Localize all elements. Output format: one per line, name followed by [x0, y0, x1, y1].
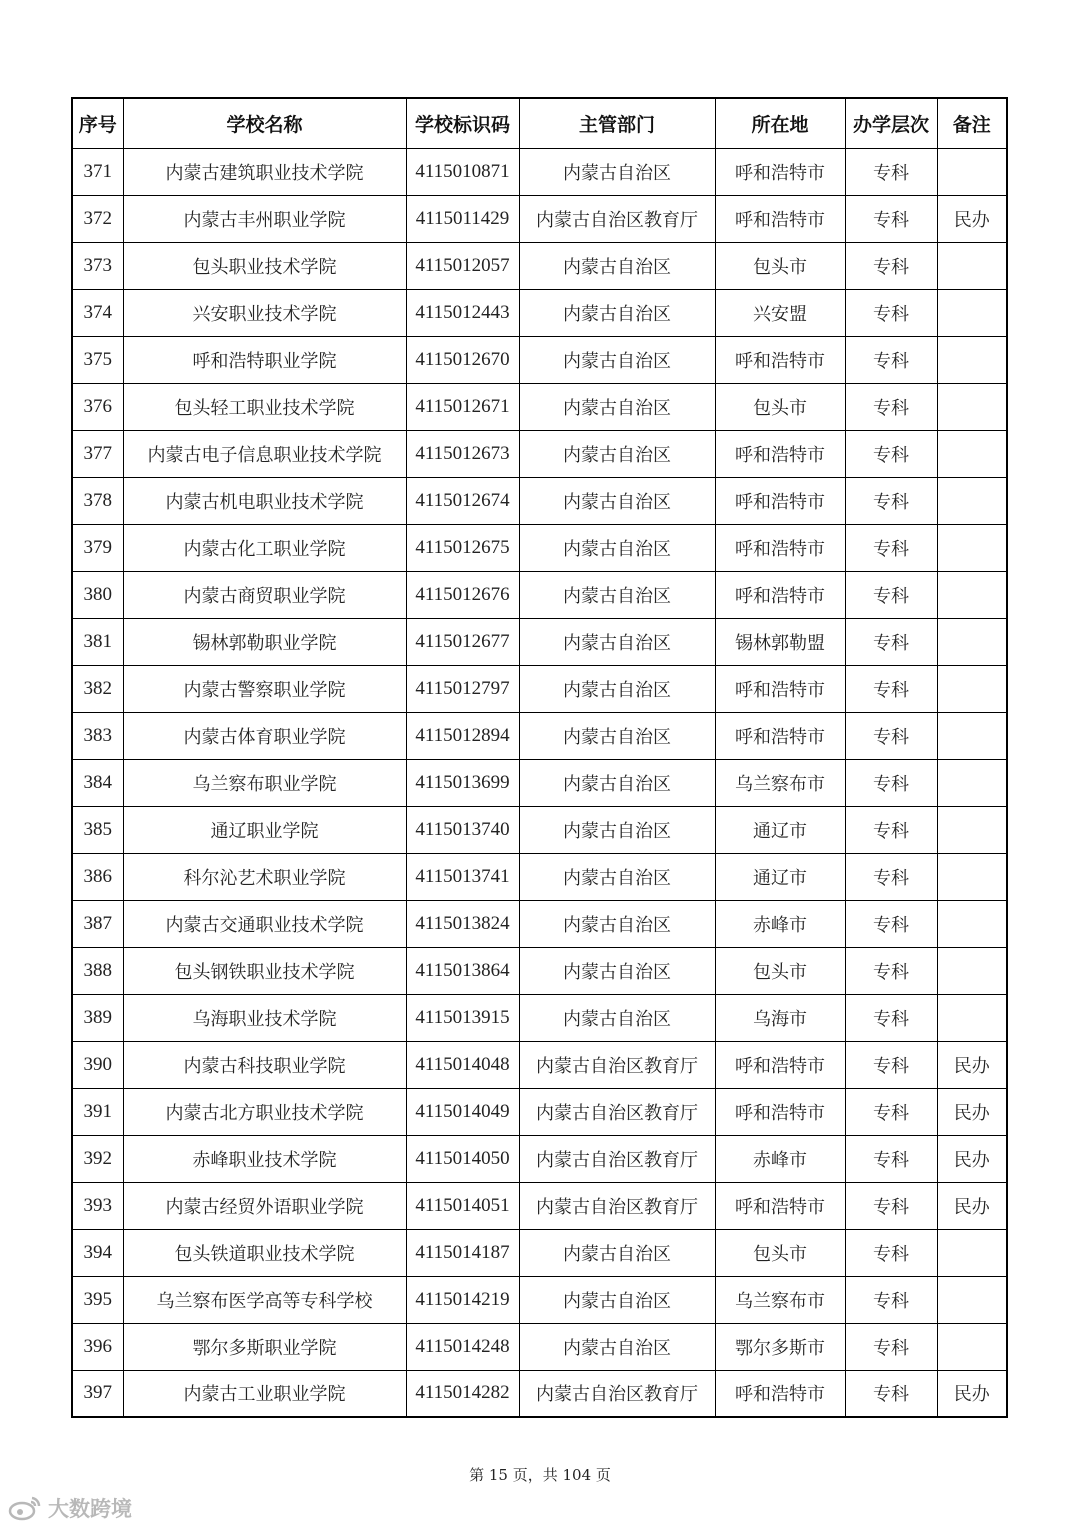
department-cell: 内蒙古自治区: [519, 947, 715, 994]
serial-number-cell: 381: [72, 618, 123, 665]
school-code-cell: 4115012670: [406, 336, 519, 383]
education-level-cell: 专科: [845, 336, 937, 383]
serial-number-cell: 397: [72, 1370, 123, 1417]
location-cell: 呼和浩特市: [715, 1370, 845, 1417]
education-level-cell: 专科: [845, 1088, 937, 1135]
education-level-cell: 专科: [845, 477, 937, 524]
school-name-cell: 内蒙古工业职业学院: [123, 1370, 406, 1417]
table-row: [72, 148, 1007, 195]
remark-cell: [937, 618, 1007, 665]
department-cell: 内蒙古自治区: [519, 148, 715, 195]
education-level-cell: 专科: [845, 853, 937, 900]
table-row: [72, 195, 1007, 242]
school-code-cell: 4115013741: [406, 853, 519, 900]
table-row: [72, 1323, 1007, 1370]
serial-number-cell: 392: [72, 1135, 123, 1182]
remark-cell: [937, 1229, 1007, 1276]
location-cell: 呼和浩特市: [715, 1182, 845, 1229]
education-level-cell: 专科: [845, 195, 937, 242]
education-level-cell: 专科: [845, 618, 937, 665]
location-cell: 鄂尔多斯市: [715, 1323, 845, 1370]
location-cell: 呼和浩特市: [715, 148, 845, 195]
school-name-cell: 乌海职业技术学院: [123, 994, 406, 1041]
school-name-cell: 包头铁道职业技术学院: [123, 1229, 406, 1276]
school-code-cell: 4115013915: [406, 994, 519, 1041]
school-code-cell: 4115010871: [406, 148, 519, 195]
serial-number-cell: 379: [72, 524, 123, 571]
table-row: [72, 383, 1007, 430]
education-level-cell: 专科: [845, 1135, 937, 1182]
department-cell: 内蒙古自治区: [519, 524, 715, 571]
school-code-cell: 4115014048: [406, 1041, 519, 1088]
school-name-cell: 内蒙古丰州职业学院: [123, 195, 406, 242]
location-cell: 呼和浩特市: [715, 1041, 845, 1088]
remark-cell: [937, 712, 1007, 759]
department-cell: 内蒙古自治区: [519, 477, 715, 524]
school-code-cell: 4115012894: [406, 712, 519, 759]
location-cell: 通辽市: [715, 853, 845, 900]
school-code-cell: 4115013699: [406, 759, 519, 806]
remark-cell: [937, 853, 1007, 900]
school-name-cell: 包头轻工职业技术学院: [123, 383, 406, 430]
serial-number-cell: 396: [72, 1323, 123, 1370]
remark-cell: 民办: [937, 195, 1007, 242]
table-row: [72, 242, 1007, 289]
department-cell: 内蒙古自治区教育厅: [519, 1182, 715, 1229]
school-name-cell: 科尔沁艺术职业学院: [123, 853, 406, 900]
department-cell: 内蒙古自治区: [519, 712, 715, 759]
school-code-cell: 4115012675: [406, 524, 519, 571]
department-cell: 内蒙古自治区: [519, 806, 715, 853]
school-list-table: [71, 97, 1008, 1418]
serial-number-cell: 393: [72, 1182, 123, 1229]
department-cell: 内蒙古自治区教育厅: [519, 1088, 715, 1135]
school-name-cell: 呼和浩特职业学院: [123, 336, 406, 383]
school-code-cell: 4115012057: [406, 242, 519, 289]
remark-cell: [937, 430, 1007, 477]
serial-number-cell: 373: [72, 242, 123, 289]
school-code-cell: 4115012671: [406, 383, 519, 430]
location-cell: 呼和浩特市: [715, 571, 845, 618]
serial-number-cell: 371: [72, 148, 123, 195]
serial-number-cell: 388: [72, 947, 123, 994]
location-cell: 包头市: [715, 1229, 845, 1276]
table-row: [72, 947, 1007, 994]
table-row: [72, 524, 1007, 571]
education-level-cell: 专科: [845, 1182, 937, 1229]
department-cell: 内蒙古自治区: [519, 289, 715, 336]
location-cell: 呼和浩特市: [715, 524, 845, 571]
department-cell: 内蒙古自治区: [519, 618, 715, 665]
serial-number-cell: 389: [72, 994, 123, 1041]
serial-number-cell: 395: [72, 1276, 123, 1323]
school-name-cell: 鄂尔多斯职业学院: [123, 1323, 406, 1370]
watermark-text: 大数跨境: [48, 1497, 132, 1521]
school-code-cell: 4115013864: [406, 947, 519, 994]
location-cell: 呼和浩特市: [715, 477, 845, 524]
education-level-cell: 专科: [845, 665, 937, 712]
table-header-row: [72, 98, 1007, 148]
location-cell: 包头市: [715, 383, 845, 430]
serial-number-cell: 375: [72, 336, 123, 383]
education-level-cell: 专科: [845, 947, 937, 994]
serial-number-cell: 387: [72, 900, 123, 947]
serial-number-cell: 394: [72, 1229, 123, 1276]
school-name-cell: 包头钢铁职业技术学院: [123, 947, 406, 994]
school-name-cell: 内蒙古体育职业学院: [123, 712, 406, 759]
serial-number-cell: 380: [72, 571, 123, 618]
table-row: [72, 994, 1007, 1041]
school-name-cell: 兴安职业技术学院: [123, 289, 406, 336]
table-row: [72, 1182, 1007, 1229]
location-cell: 呼和浩特市: [715, 1088, 845, 1135]
school-code-cell: 4115014051: [406, 1182, 519, 1229]
education-level-cell: 专科: [845, 900, 937, 947]
remark-cell: [937, 477, 1007, 524]
location-cell: 呼和浩特市: [715, 336, 845, 383]
department-cell: 内蒙古自治区: [519, 1276, 715, 1323]
education-level-cell: 专科: [845, 148, 937, 195]
remark-cell: 民办: [937, 1370, 1007, 1417]
department-cell: 内蒙古自治区: [519, 665, 715, 712]
page-number-footer: 第 15 页，共 104 页: [469, 1466, 611, 1484]
location-cell: 乌兰察布市: [715, 759, 845, 806]
header-serial-number: 序号: [72, 98, 123, 148]
remark-cell: [937, 994, 1007, 1041]
table-row: [72, 430, 1007, 477]
table-row: [72, 618, 1007, 665]
department-cell: 内蒙古自治区教育厅: [519, 195, 715, 242]
education-level-cell: 专科: [845, 759, 937, 806]
table-row: [72, 289, 1007, 336]
header-department: 主管部门: [519, 98, 715, 148]
table-row: [72, 806, 1007, 853]
department-cell: 内蒙古自治区: [519, 430, 715, 477]
remark-cell: [937, 759, 1007, 806]
table-row: [72, 1276, 1007, 1323]
remark-cell: 民办: [937, 1182, 1007, 1229]
serial-number-cell: 391: [72, 1088, 123, 1135]
remark-cell: 民办: [937, 1041, 1007, 1088]
school-code-cell: 4115013824: [406, 900, 519, 947]
school-code-cell: 4115014187: [406, 1229, 519, 1276]
school-name-cell: 内蒙古经贸外语职业学院: [123, 1182, 406, 1229]
serial-number-cell: 386: [72, 853, 123, 900]
remark-cell: [937, 571, 1007, 618]
location-cell: 呼和浩特市: [715, 430, 845, 477]
serial-number-cell: 374: [72, 289, 123, 336]
department-cell: 内蒙古自治区: [519, 336, 715, 383]
school-name-cell: 乌兰察布医学高等专科学校: [123, 1276, 406, 1323]
table-row: [72, 571, 1007, 618]
table-row: [72, 1370, 1007, 1417]
location-cell: 呼和浩特市: [715, 712, 845, 759]
table-row: [72, 1088, 1007, 1135]
remark-cell: [937, 524, 1007, 571]
table-row: [72, 1229, 1007, 1276]
education-level-cell: 专科: [845, 242, 937, 289]
school-code-cell: 4115014248: [406, 1323, 519, 1370]
department-cell: 内蒙古自治区: [519, 900, 715, 947]
department-cell: 内蒙古自治区教育厅: [519, 1370, 715, 1417]
school-code-cell: 4115014049: [406, 1088, 519, 1135]
school-name-cell: 内蒙古科技职业学院: [123, 1041, 406, 1088]
school-name-cell: 内蒙古电子信息职业技术学院: [123, 430, 406, 477]
remark-cell: [937, 242, 1007, 289]
serial-number-cell: 372: [72, 195, 123, 242]
watermark: [8, 1493, 132, 1523]
location-cell: 呼和浩特市: [715, 195, 845, 242]
school-name-cell: 包头职业技术学院: [123, 242, 406, 289]
education-level-cell: 专科: [845, 1323, 937, 1370]
school-name-cell: 乌兰察布职业学院: [123, 759, 406, 806]
table-row: [72, 665, 1007, 712]
remark-cell: [937, 665, 1007, 712]
table-row: [72, 477, 1007, 524]
school-code-cell: 4115014282: [406, 1370, 519, 1417]
education-level-cell: 专科: [845, 994, 937, 1041]
school-name-cell: 内蒙古化工职业学院: [123, 524, 406, 571]
remark-cell: [937, 806, 1007, 853]
serial-number-cell: 390: [72, 1041, 123, 1088]
table-row: [72, 1135, 1007, 1182]
remark-cell: [937, 289, 1007, 336]
school-code-cell: 4115014219: [406, 1276, 519, 1323]
serial-number-cell: 382: [72, 665, 123, 712]
location-cell: 通辽市: [715, 806, 845, 853]
department-cell: 内蒙古自治区: [519, 1323, 715, 1370]
serial-number-cell: 377: [72, 430, 123, 477]
department-cell: 内蒙古自治区教育厅: [519, 1135, 715, 1182]
header-location: 所在地: [715, 98, 845, 148]
serial-number-cell: 384: [72, 759, 123, 806]
education-level-cell: 专科: [845, 430, 937, 477]
education-level-cell: 专科: [845, 806, 937, 853]
education-level-cell: 专科: [845, 1229, 937, 1276]
school-name-cell: 内蒙古交通职业技术学院: [123, 900, 406, 947]
serial-number-cell: 383: [72, 712, 123, 759]
school-code-cell: 4115014050: [406, 1135, 519, 1182]
header-education-level: 办学层次: [845, 98, 937, 148]
education-level-cell: 专科: [845, 1276, 937, 1323]
remark-cell: 民办: [937, 1088, 1007, 1135]
department-cell: 内蒙古自治区: [519, 1229, 715, 1276]
remark-cell: [937, 148, 1007, 195]
school-code-cell: 4115013740: [406, 806, 519, 853]
school-name-cell: 内蒙古警察职业学院: [123, 665, 406, 712]
remark-cell: [937, 900, 1007, 947]
school-code-cell: 4115012797: [406, 665, 519, 712]
location-cell: 包头市: [715, 242, 845, 289]
table-row: [72, 336, 1007, 383]
education-level-cell: 专科: [845, 289, 937, 336]
remark-cell: 民办: [937, 1135, 1007, 1182]
department-cell: 内蒙古自治区: [519, 759, 715, 806]
location-cell: 包头市: [715, 947, 845, 994]
school-code-cell: 4115012674: [406, 477, 519, 524]
department-cell: 内蒙古自治区: [519, 383, 715, 430]
remark-cell: [937, 1323, 1007, 1370]
department-cell: 内蒙古自治区教育厅: [519, 1041, 715, 1088]
school-name-cell: 赤峰职业技术学院: [123, 1135, 406, 1182]
school-name-cell: 通辽职业学院: [123, 806, 406, 853]
remark-cell: [937, 947, 1007, 994]
department-cell: 内蒙古自治区: [519, 571, 715, 618]
school-code-cell: 4115012677: [406, 618, 519, 665]
table-row: [72, 1041, 1007, 1088]
header-school-name: 学校名称: [123, 98, 406, 148]
school-code-cell: 4115012443: [406, 289, 519, 336]
header-school-code: 学校标识码: [406, 98, 519, 148]
location-cell: 兴安盟: [715, 289, 845, 336]
location-cell: 赤峰市: [715, 1135, 845, 1182]
education-level-cell: 专科: [845, 1041, 937, 1088]
education-level-cell: 专科: [845, 524, 937, 571]
department-cell: 内蒙古自治区: [519, 853, 715, 900]
department-cell: 内蒙古自治区: [519, 242, 715, 289]
department-cell: 内蒙古自治区: [519, 994, 715, 1041]
remark-cell: [937, 336, 1007, 383]
school-name-cell: 内蒙古商贸职业学院: [123, 571, 406, 618]
location-cell: 赤峰市: [715, 900, 845, 947]
table-row: [72, 900, 1007, 947]
school-name-cell: 内蒙古北方职业技术学院: [123, 1088, 406, 1135]
education-level-cell: 专科: [845, 571, 937, 618]
school-code-cell: 4115011429: [406, 195, 519, 242]
school-code-cell: 4115012673: [406, 430, 519, 477]
serial-number-cell: 378: [72, 477, 123, 524]
table-row: [72, 712, 1007, 759]
education-level-cell: 专科: [845, 383, 937, 430]
location-cell: 乌兰察布市: [715, 1276, 845, 1323]
table-row: [72, 759, 1007, 806]
location-cell: 乌海市: [715, 994, 845, 1041]
school-name-cell: 内蒙古建筑职业技术学院: [123, 148, 406, 195]
table-row: [72, 853, 1007, 900]
table-body: [72, 148, 1007, 1417]
serial-number-cell: 385: [72, 806, 123, 853]
school-name-cell: 内蒙古机电职业技术学院: [123, 477, 406, 524]
school-name-cell: 锡林郭勒职业学院: [123, 618, 406, 665]
location-cell: 锡林郭勒盟: [715, 618, 845, 665]
education-level-cell: 专科: [845, 1370, 937, 1417]
education-level-cell: 专科: [845, 712, 937, 759]
header-remark: 备注: [937, 98, 1007, 148]
location-cell: 呼和浩特市: [715, 665, 845, 712]
weibo-icon: [8, 1495, 42, 1521]
serial-number-cell: 376: [72, 383, 123, 430]
remark-cell: [937, 383, 1007, 430]
remark-cell: [937, 1276, 1007, 1323]
school-code-cell: 4115012676: [406, 571, 519, 618]
